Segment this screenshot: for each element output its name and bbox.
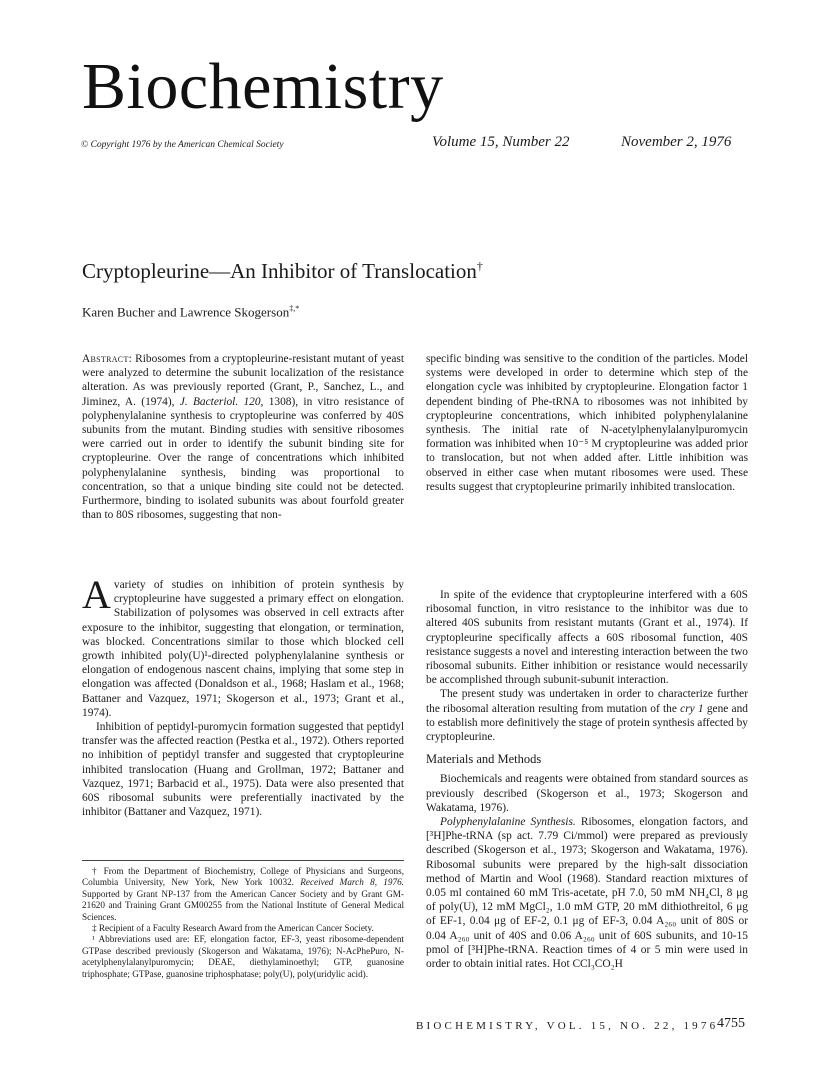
right-paragraph-1: In spite of the evidence that cryptopleurine interfered with a 60S ribosomal function, in vitro resistance to the inhibitor was due to altered 40S subunits from resistant mutants (Grant et al., 1974). If cryptopleurine specifically affects a 60S ribosomal function, 40S resistance suggests a novel and interesting interaction between the two ribosomal subunits. Either inhibition or resistance would necessarily be accomplished through subunit-subunit interaction. [426,589,748,687]
authors-text: Karen Bucher and Lawrence Skogerson [82,304,290,320]
issue-date: November 2, 1976 [621,134,732,150]
abstract-text-b: 1308), in vitro resistance of polyphenylalanine synthesis to cryptopleurine was conferred by 40S subunits from the mutant. Binding studies with sensitive ribosomes were carried out in order to identify the subunit binding site for cryptopleurine. Over the range of concentrations which inhibited polyphenylalanine synthesis, binding was proportional to concentration, so that a unique binding site could not be detected. Furthermore, binding to isolated subunits was about fourfold greater than to 80S ribosomes, suggesting that non- [82,395,404,522]
footnote-1 [82,866,404,923]
abstract-label: Abstract: [82,353,133,365]
body-column-right [426,588,748,971]
abstract-column-right: specific binding was sensitive to the condition of the particles. Model systems were developed in order to determine which step of the elongation cycle was inhibited by cryptopleurine. Elongation factor 1 dependent binding of Phe-tRNA to ribosomes was not inhibited by cryptopleurine concentrations, which inhibited polyphenylalanine synthesis. The initial rate of N-acetylphenylalanylpuromycin formation was inhibited when 10⁻⁵ M cryptopleurine was added prior to translocation, but not when added after. Little inhibition was observed in either case when mutant ribosomes were used. These results suggest that cryptopleurine primarily inhibited translocation. [426,353,748,493]
author-footnote-marks: ‡,* [289,304,300,313]
volume-number: Volume 15, Number 22 [432,134,570,150]
right-paragraph-2 [426,687,748,744]
page-number: 4755 [717,1016,745,1031]
footnotes [82,866,404,980]
gene-name: cry 1 [680,702,704,715]
abstract-text-a: Ribosomes from a cryptopleurine-resistant mutant of yeast were analyzed to determine the subunit localization of the resistance alteration. As was previously reported (Grant, P., Sanchez, L., and Jiminez, A. (1974), [82,353,404,408]
footnote-2: ‡ Recipient of a Faculty Research Award from the American Cancer Society. [92,923,374,934]
footnote-1-text-b: Supported by Grant NP-137 from the American Cancer Society and by Grant GM-21620 and Training Grant GM00255 from the National Institute of General Medical Sciences. [82,888,404,922]
footnote-divider [82,860,404,861]
section-heading-materials-methods: Materials and Methods [426,752,542,767]
right-paragraph-2-text-a: The present study was undertaken in order to characterize further the ribosomal alteration resulting from mutation of the [426,688,748,715]
intro-paragraph-1 [82,572,404,720]
intro-paragraph-2: Inhibition of peptidyl-puromycin formation suggested that peptidyl transfer was the affected reaction (Pestka et al., 1972). Others reported no inhibition of peptidyl transfer and suggested that cryptopleurine inhibited translocation (Huang and Grollman, 1972; Battaner and Vazquez, 1971; Barbacid et al., 1975). Data were also presented that 60S ribosomal subunits were preferentially inactivated by the inhibitor (Battaner and Vazquez, 1971). [82,721,404,819]
right-paragraph-2-text-b: gene and to establish more definitively the stage of protein synthesis affected by cryptopleurine. [426,702,748,744]
copyright-notice: © Copyright 1976 by the American Chemical Society [81,140,284,150]
running-footer: BIOCHEMISTRY, VOL. 15, NO. 22, 1976 [416,1020,719,1032]
abstract-column-left [82,352,404,522]
author-line [82,304,299,320]
subsection-heading-polyphenylalanine: Polyphenylalanine Synthesis. [440,816,576,829]
methods-paragraph-2 [426,815,748,971]
footnote-3: ¹ Abbreviations used are: EF, elongation factor, EF-3, yeast ribosome-dependent GTPase described previously (Skogerson and Wakatama, 1976); N-AcPhePuro, N-acetylphenylalanylpuromycin; DEAE, diethylaminoethyl; GTP, guanosine triphosphate; GTPase, guanosine triphosphatase; poly(U), poly(uridylic acid). [82,934,404,979]
methods-paragraph-2-text: Ribosomes, elongation factors, and [³H]Phe-tRNA (sp act. 7.79 Ci/mmol) were prepared as previously described (Skogerson et al., 1973; Skogerson and Wakatama, 1976). Ribosomal subunits were prepared by the high-salt dissociation method of Martin and Wool (1968). Standard reaction mixtures of 0.05 ml contained 60 mM Tris-acetate, pH 7.0, 50 mM NH₄Cl, 8 μg of poly(U), 12 mM MgCl₂, 1.0 mM GTP, 20 mM dithiothreitol, 6 μg of EF-1, 0.04 μg of EF-2, 0.1 μg of EF-3, 0.04 A₂₆₀ unit of 80S or 0.04 A₂₆₀ unit of 40S and 0.06 A₂₆₀ unit of 60S subunits, and 10-15 pmol of [³H]Phe-tRNA. Reaction times of 4 or 5 min were used in order to obtain initial rates. Hot CCl₃CO₂H [426,816,748,971]
article-title [82,259,483,284]
drop-cap: A [82,572,111,617]
footnote-1-text-a: † From the Department of Biochemistry, College of Physicians and Surgeons, Columbia University, New York, New York 10032. [82,866,404,888]
abstract-journal-ref: J. Bacteriol. 120, [179,395,264,408]
journal-title: Biochemistry [82,50,444,123]
footnote-1-received: Received March 8, 1976. [300,877,404,888]
title-footnote-mark: † [476,259,483,273]
article-title-text: Cryptopleurine—An Inhibitor of Translocation [82,259,477,283]
intro-paragraph-1-text: variety of studies on inhibition of protein synthesis by cryptopleurine have suggested a primary effect on elongation. Stabilization of polysomes was observed in cell extracts after exposure to the inhibitor, suggesting that elongation, or termination, was blocked. Concentrations similar to those which blocked cell growth inhibited poly(U)¹-directed polyphenylalanine synthesis or elongation of endogenous nascent chains, implying that some step in elongation was affected (Donaldson et al., 1968; Haslam et al., 1968; Battaner and Vazquez, 1971; Skogerson et al., 1973; Grant et al., 1974). [82,579,404,719]
body-column-left [82,572,404,819]
methods-paragraph-1: Biochemicals and reagents were obtained from standard sources as previously described (Skogerson et al., 1973; Skogerson and Wakatama, 1976). [426,773,748,814]
